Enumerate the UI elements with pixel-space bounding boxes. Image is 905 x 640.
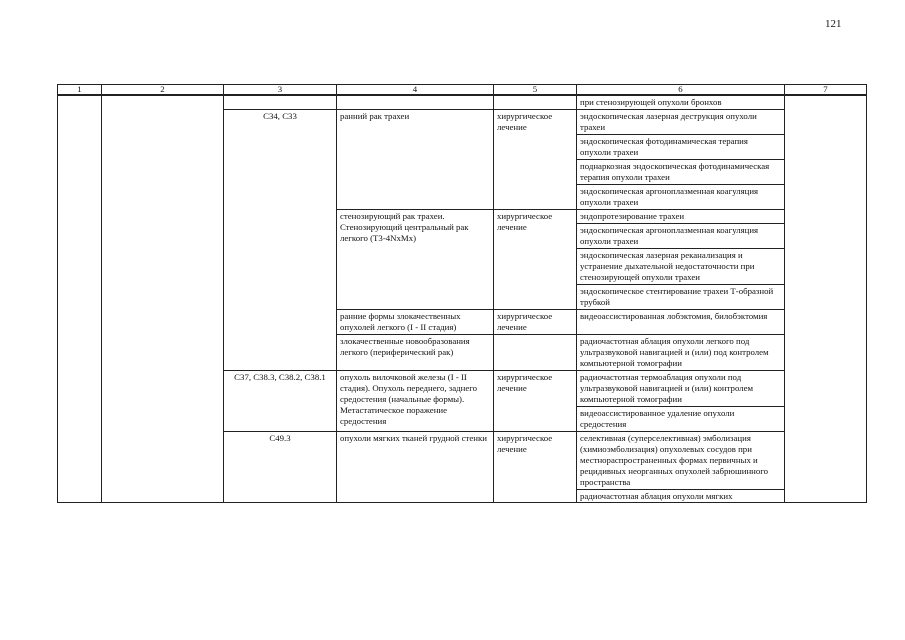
treatment-cell [494,95,577,109]
codes-cell: C34, C33 [224,109,337,370]
table-body [58,85,867,503]
treatment-cell: хирургическое лечение [494,209,577,309]
method-cell: видеоассистированная лобэктомия, билобэктомия [577,309,785,334]
diagnosis-cell: злокачественные новообразования легкого (периферический рак) [337,334,494,370]
column-header: 5 [494,85,577,96]
column-header: 3 [224,85,337,96]
diagnosis-cell: стенозирующий рак трахеи. Стенозирующий центральный рак легкого (T3-4NxMx) [337,209,494,309]
method-cell: поднаркозная эндоскопическая фотодинамическая терапия опухоли трахеи [577,159,785,184]
col1-cell [58,95,102,503]
codes-cell: C49.3 [224,431,337,503]
method-cell: радиочастотная аблация опухоли мягких [577,489,785,503]
column-header: 4 [337,85,494,96]
diagnosis-cell: ранние формы злокачественных опухолей легкого (I - II стадия) [337,309,494,334]
diagnosis-cell: ранний рак трахеи [337,109,494,209]
method-cell: эндоскопическая аргоноплазменная коагуляция опухоли трахеи [577,184,785,209]
method-cell: видеоассистированное удаление опухоли средостения [577,406,785,431]
method-cell: радиочастотная аблация опухоли легкого под ультразвуковой навигацией и (или) под контролем компьютерной томографии [577,334,785,370]
method-cell: эндоскопическая аргоноплазменная коагуляция опухоли трахеи [577,223,785,248]
column-header: 6 [577,85,785,96]
codes-cell [224,95,337,109]
method-cell: эндоскопическая лазерная реканализация и устранение дыхательной недостаточности при стенозирующей опухоли трахеи [577,248,785,284]
method-cell: эндопротезирование трахеи [577,209,785,223]
diagnosis-cell [337,95,494,109]
table-row [58,95,867,109]
medical-procedures-table [57,84,867,503]
codes-cell: C37, C38.3, C38.2, C38.1 [224,370,337,431]
col7-cell [785,95,867,503]
treatment-cell: хирургическое лечение [494,370,577,431]
column-number-row [58,85,867,96]
column-header: 2 [102,85,224,96]
column-header: 1 [58,85,102,96]
page-number: 121 [825,18,842,30]
treatment-cell: хирургическое лечение [494,309,577,334]
treatment-cell [494,334,577,370]
treatment-cell: хирургическое лечение [494,109,577,209]
method-cell: селективная (суперселективная) эмболизация (химиоэмболизация) опухолевых сосудов при местнораспространенных формах первичных и рецидивных неорганных опухолей забрюшинного пространства [577,431,785,489]
col2-cell [102,95,224,503]
diagnosis-cell: опухоль вилочковой железы (I - II стадия). Опухоль переднего, заднего средостения (начальные формы). Метастатическое поражение средостения [337,370,494,431]
column-header: 7 [785,85,867,96]
method-cell: при стенозирующей опухоли бронхов [577,95,785,109]
method-cell: эндоскопическое стентирование трахеи Т-образной трубкой [577,284,785,309]
method-cell: эндоскопическая лазерная деструкция опухоли трахеи [577,109,785,134]
method-cell: радиочастотная термоаблация опухоли под ультразвуковой навигацией и (или) контролем компьютерной томографии [577,370,785,406]
treatment-cell: хирургическое лечение [494,431,577,503]
diagnosis-cell: опухоли мягких тканей грудной стенки [337,431,494,503]
method-cell: эндоскопическая фотодинамическая терапия опухоли трахеи [577,134,785,159]
